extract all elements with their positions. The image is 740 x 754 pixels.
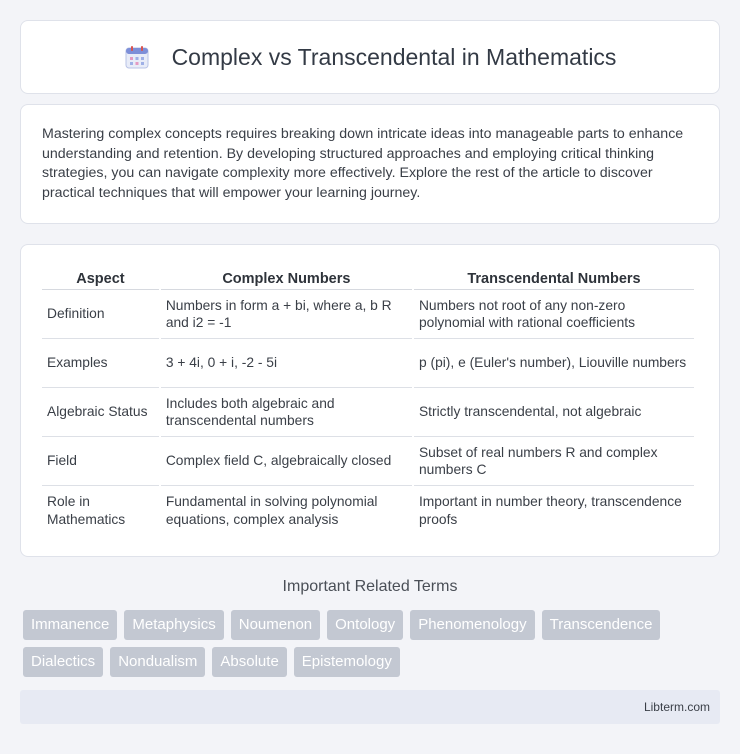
table-row [42,339,694,388]
tag-ontology[interactable]: Ontology [327,610,403,640]
header-transcendental: Transcendental Numbers [414,268,694,290]
page-title: Complex vs Transcendental in Mathematics [171,43,617,70]
cell-aspect: Algebraic Status [42,388,159,437]
table-row [42,437,694,486]
related-terms-title: Important Related Terms [282,578,458,595]
related-terms-list [23,610,723,677]
calendar-icon [124,44,150,70]
tag-phenomenology[interactable]: Phenomenology [410,610,534,640]
cell-aspect: Field [42,437,159,486]
tag-nondualism[interactable]: Nondualism [110,647,205,677]
comparison-table [40,268,696,535]
cell-aspect: Definition [42,290,159,339]
footer [20,690,720,724]
tag-absolute[interactable]: Absolute [212,647,286,677]
intro-paragraph: Mastering complex concepts requires breaking down intricate ideas into manageable parts to enhance understanding and retention. By developing structured approaches and employing critical thinking strategies, you can navigate complexity more effectively. Explore the rest of the article to discover practical techniques that will empower your learning journey. [42,126,684,201]
intro-card [20,104,720,224]
cell-transcendental: p (pi), e (Euler's number), Liouville numbers [414,339,694,388]
tag-immanence[interactable]: Immanence [23,610,117,640]
cell-complex: 3 + 4i, 0 + i, -2 - 5i [161,339,412,388]
header-complex: Complex Numbers [161,268,412,290]
cell-transcendental: Subset of real numbers R and complex numbers C [414,437,694,486]
tag-noumenon[interactable]: Noumenon [231,610,320,640]
cell-aspect: Examples [42,339,159,388]
cell-complex: Complex field C, algebraically closed [161,437,412,486]
table-header-row [42,268,694,290]
table-row [42,486,694,535]
cell-complex: Includes both algebraic and transcendental numbers [161,388,412,437]
cell-complex: Numbers in form a + bi, where a, b R and i2 = -1 [161,290,412,339]
tag-transcendence[interactable]: Transcendence [542,610,661,640]
cell-complex: Fundamental in solving polynomial equations, complex analysis [165,494,378,527]
cell-transcendental: Numbers not root of any non-zero polynomial with rational coefficients [414,290,694,339]
table-row [42,290,694,339]
cell-aspect: Role in Mathematics [47,494,126,527]
footer-site-link[interactable]: Libterm.com [643,700,710,714]
comparison-card [20,244,720,557]
cell-transcendental: Strictly transcendental, not algebraic [414,388,694,437]
header-card [20,20,720,94]
tag-metaphysics[interactable]: Metaphysics [124,610,223,640]
tag-epistemology[interactable]: Epistemology [294,647,400,677]
tag-dialectics[interactable]: Dialectics [23,647,103,677]
cell-transcendental: Important in number theory, transcendence proofs [418,494,682,527]
table-row [42,388,694,437]
header-aspect: Aspect [42,268,159,290]
